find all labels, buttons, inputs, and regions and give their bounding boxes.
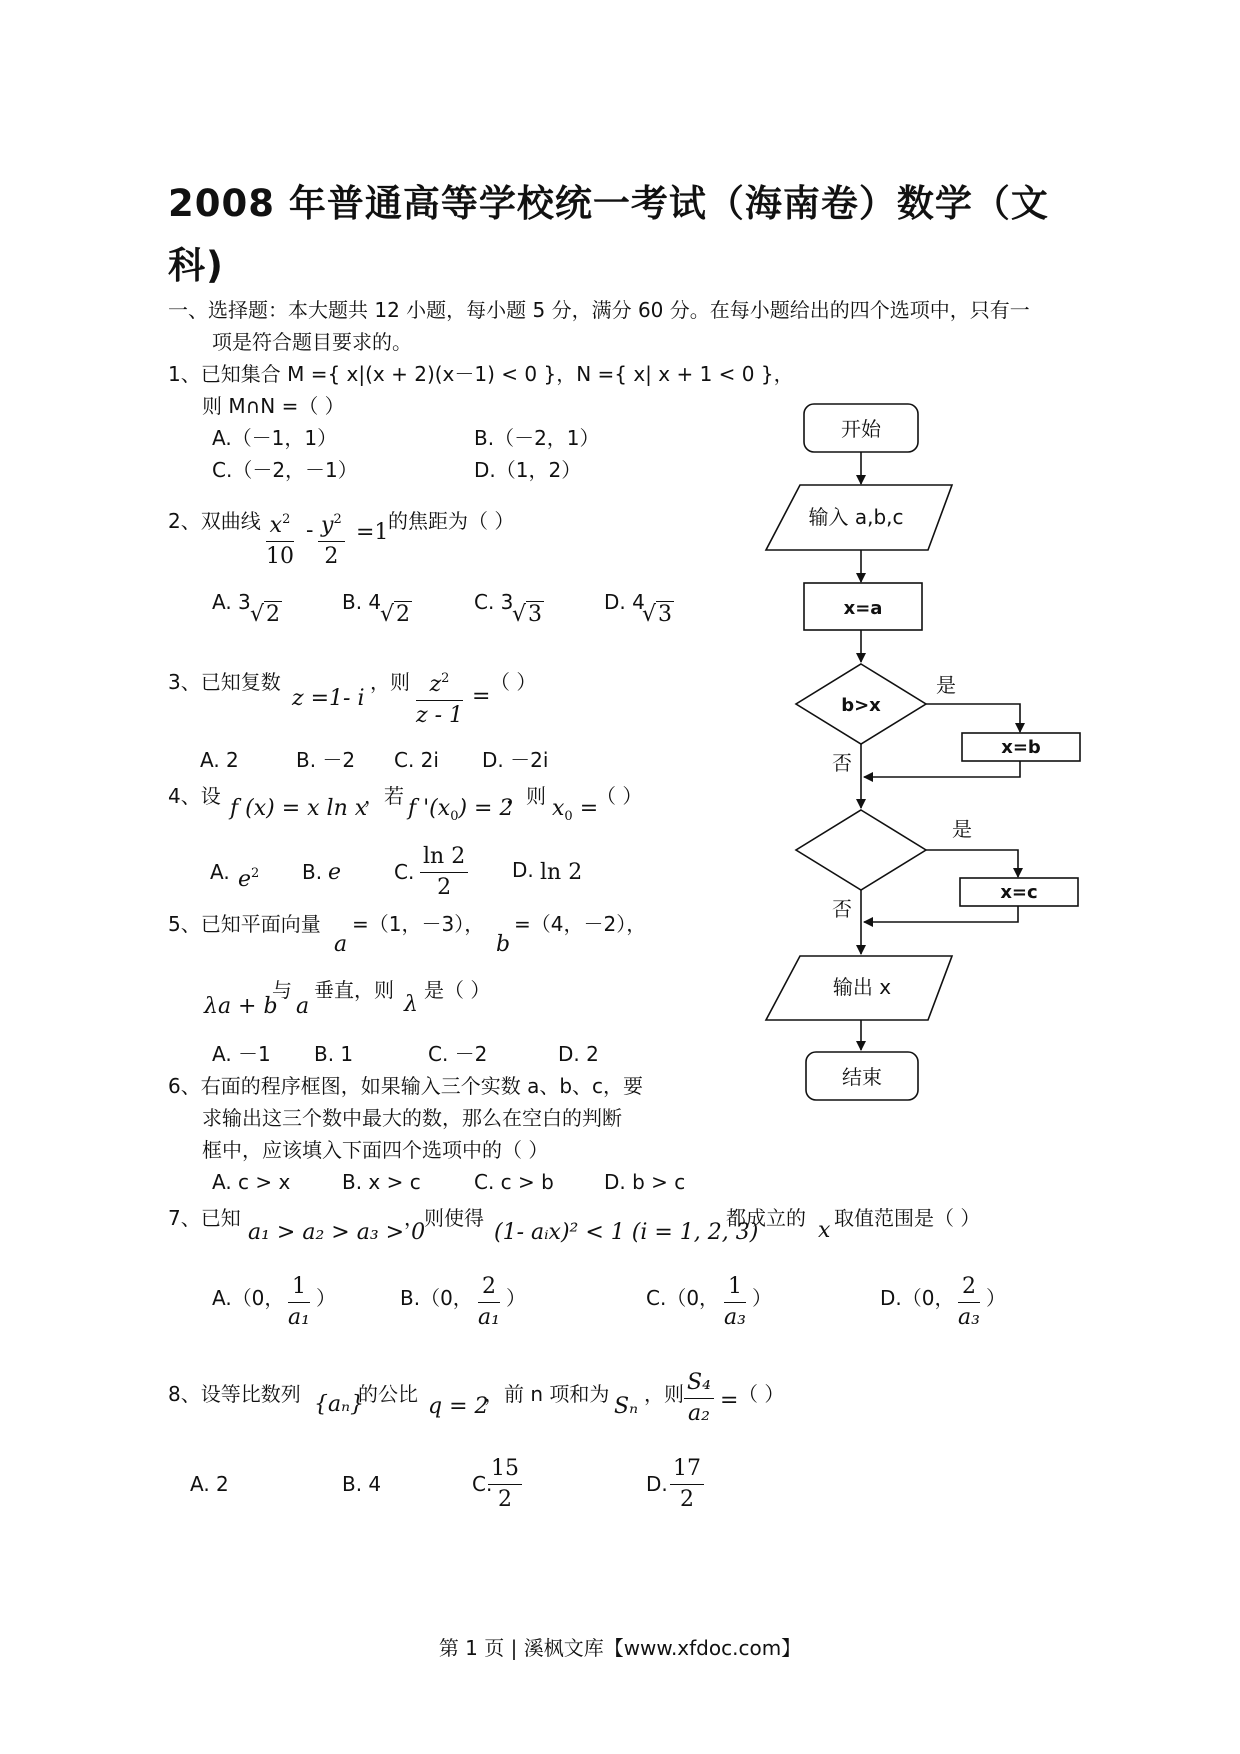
q8-prefix: 8、设等比数列 (168, 1382, 301, 1406)
q8-option-d: $\frac{17}{2}$ (670, 1454, 704, 1515)
q7-option-a-label: A.（0， (212, 1286, 285, 1310)
q3-f-exp: 2 (441, 671, 450, 686)
q3-mid: ，则 (370, 670, 410, 694)
q4-derivative: f '$(x_0) = 2$ (408, 796, 514, 824)
q7-option-b-close: ） (506, 1286, 526, 1310)
q4-c-num: ln 2 (420, 842, 468, 873)
q2-option-c-sqrt: √3 (512, 602, 543, 627)
q2-f1-num: x (269, 513, 283, 538)
q6-line2: 求输出这三个数中最大的数，那么在空白的判断 (202, 1106, 622, 1130)
q1-option-b: B.（－2，1） (474, 426, 600, 450)
q1-option-a: A.（－1，1） (212, 426, 338, 450)
q8-option-a: A. 2 (190, 1472, 229, 1496)
q7-option-c-frac: $\frac{1}{\text{a₃}}$ (724, 1274, 746, 1330)
q4-c-den: 2 (437, 875, 452, 900)
q4-option-a: $e^2$ (238, 866, 260, 892)
q2-option-a-sqrt: √2 (250, 602, 281, 627)
q7-option-a-close: ） (316, 1286, 336, 1310)
q4-mid1: ，若 (364, 784, 404, 808)
q4-option-c-label: C. (394, 860, 415, 884)
q3-option-a: A. 2 (200, 748, 239, 772)
q8-mid2: ，前 n 项和为 (484, 1382, 610, 1406)
q6-option-a: A. c > x (212, 1170, 291, 1194)
q7-inequality: (1- aᵢx)² < 1 (i = 1, 2, 3) (494, 1220, 759, 1245)
q3-option-d: D. －2i (482, 748, 549, 772)
q4-suffix: （ ） (596, 784, 643, 808)
q5-value-b: =（4，－2）， (514, 912, 647, 936)
q3-z-def: z =1- i (292, 686, 365, 711)
q5-option-a: A. －1 (212, 1042, 271, 1066)
q8-mid1: 的公比 (358, 1382, 418, 1406)
q7-option-d-label: D.（0， (880, 1286, 955, 1310)
q6-line3: 框中，应该填入下面四个选项中的（ ） (202, 1138, 549, 1162)
q3-suffix: （ ） (490, 670, 537, 694)
flow-set-c-label: x=c (1000, 882, 1038, 903)
q2-option-b: B. 4 (342, 590, 382, 614)
q7-option-c-close: ） (752, 1286, 772, 1310)
q4-f-def: f (x) = x ln x (230, 796, 368, 821)
q5-perp: 垂直，则 (314, 978, 394, 1002)
q5-expression: λa + b (204, 994, 278, 1019)
q5-lambda: λ (404, 992, 418, 1017)
q5-vector-a2: a (296, 994, 310, 1019)
flow-assign-label: x=a (843, 598, 883, 619)
q5-option-c: C. －2 (428, 1042, 488, 1066)
q7-prefix: 7、已知 (168, 1206, 241, 1230)
q8-option-d-label: D. (646, 1472, 668, 1496)
q2-suffix: 的焦距为（ ） (388, 509, 515, 533)
flow-end-label: 结束 (842, 1065, 882, 1089)
q5-suffix: 是（ ） (424, 978, 491, 1002)
q4-option-a-label: A. (210, 860, 230, 884)
q3-option-b: B. －2 (296, 748, 356, 772)
q8-mid3: ，则 (644, 1382, 684, 1406)
q2-minus: - (306, 518, 314, 543)
doc-title-line2: 科) (168, 244, 224, 287)
flow-no-1: 否 (832, 751, 852, 775)
q3-prefix: 3、已知复数 (168, 670, 281, 694)
flow-yes-2: 是 (952, 817, 972, 841)
q8-suffix: （ ） (738, 1382, 785, 1406)
q5-option-b: B. 1 (314, 1042, 354, 1066)
q5-vector-a: a (334, 932, 348, 957)
q5-option-d: D. 2 (558, 1042, 599, 1066)
q2-f2-exp: 2 (333, 512, 342, 527)
q7-condition: a₁ > a₂ > a₃ > 0 (248, 1220, 426, 1245)
q7-suffix: 取值范围是（ ） (834, 1206, 981, 1230)
flow-yes-1: 是 (936, 673, 956, 697)
q7-mid2: 都成立的 (726, 1206, 806, 1230)
q8-ratio: q = 2 (428, 1394, 489, 1419)
section-heading-cont: 项是符合题目要求的。 (212, 330, 412, 354)
q4-option-d-label: D. (512, 858, 534, 882)
q8-sn: Sₙ (614, 1394, 638, 1419)
q2-option-a: A. 3 (212, 590, 251, 614)
q3-f-num: z (429, 672, 442, 697)
q1-option-c: C.（－2，－1） (212, 458, 358, 482)
q2-option-d-sqrt: √3 (642, 602, 673, 627)
q4-option-d: ln 2 (540, 860, 583, 885)
q3-option-c: C. 2i (394, 748, 439, 772)
q7-mid: ，则使得 (404, 1206, 484, 1230)
q2-equals-one: =1 (356, 520, 389, 545)
q2-f2-num: y (321, 513, 334, 538)
q4-mid2: ，则 (506, 784, 546, 808)
q4-x0: $x_0$ = (552, 796, 599, 824)
q6-line1: 6、右面的程序框图，如果输入三个实数 a、b、c，要 (168, 1074, 644, 1098)
q6-option-c: C. c > b (474, 1170, 554, 1194)
q7-option-c-label: C.（0， (646, 1286, 720, 1310)
q2-f1-den: 10 (266, 544, 294, 569)
flow-output-label: 输出 x (832, 975, 892, 999)
q5-vector-b: b (496, 932, 511, 957)
q4-prefix: 4、设 (168, 784, 221, 808)
flow-decision-2 (796, 810, 926, 890)
section-heading: 一、选择题：本大题共 12 小题，每小题 5 分，满分 60 分。在每小题给出的四个选项中，只有一 (168, 298, 1030, 322)
q8-sequence: {aₙ} (314, 1392, 365, 1417)
q3-equals: = (472, 684, 491, 709)
q1-option-d: D.（1，2） (474, 458, 582, 482)
q7-option-d-close: ） (986, 1286, 1006, 1310)
q7-option-a-frac: $\frac{1}{\text{a₁}}$ (288, 1274, 310, 1330)
q8-option-c: $\frac{15}{2}$ (488, 1454, 522, 1515)
q2-f1-exp: 2 (282, 512, 291, 527)
q6-option-d: D. b > c (604, 1170, 686, 1194)
q8-fraction: $\frac{\text{S₄}}{\text{a₂}}$ (684, 1368, 714, 1429)
q8-option-b: B. 4 (342, 1472, 382, 1496)
flow-no-2: 否 (832, 897, 852, 921)
doc-title-line1: 2008 年普通高等学校统一考试（海南卷）数学（文 (168, 182, 1049, 225)
q7-x: x (818, 1218, 831, 1243)
q4-option-b: e (328, 860, 342, 885)
q2-f2-den: 2 (324, 544, 339, 569)
flow-input-label: 输入 a,b,c (808, 505, 904, 529)
q1-stem-cont: 则 M∩N =（ ） (202, 394, 345, 418)
q5-value-a: =（1，－3）， (352, 912, 485, 936)
q2-option-c: C. 3 (474, 590, 514, 614)
page-footer: 第 1 页 | 溪枫文库【www.xfdoc.com】 (438, 1636, 802, 1660)
q5-with: 与 (272, 978, 292, 1002)
q2-option-d: D. 4 (604, 590, 645, 614)
flow-decision-1-label: b>x (841, 695, 881, 716)
q5-prefix: 5、已知平面向量 (168, 912, 321, 936)
q4-option-b-label: B. (302, 860, 323, 884)
q7-option-b-label: B.（0， (400, 1286, 473, 1310)
q7-option-b-frac: $\frac{2}{\text{a₁}}$ (478, 1274, 500, 1330)
q8-option-c-label: C. (472, 1472, 493, 1496)
q8-equals: = (720, 1388, 739, 1413)
q6-option-b: B. x > c (342, 1170, 421, 1194)
flow-start-label: 开始 (841, 417, 881, 441)
q2-prefix: 2、双曲线 (168, 509, 261, 533)
q1-stem: 1、已知集合 M ={ x|(x + 2)(x－1) < 0 }，N ={ x| x + 1 < 0 }， (168, 362, 794, 386)
flow-set-b-label: x=b (1001, 737, 1041, 758)
q7-option-d-frac: $\frac{2}{\text{a₃}}$ (958, 1274, 980, 1330)
q3-f-den: z - 1 (416, 703, 464, 728)
q2-option-b-sqrt: √2 (380, 602, 411, 627)
